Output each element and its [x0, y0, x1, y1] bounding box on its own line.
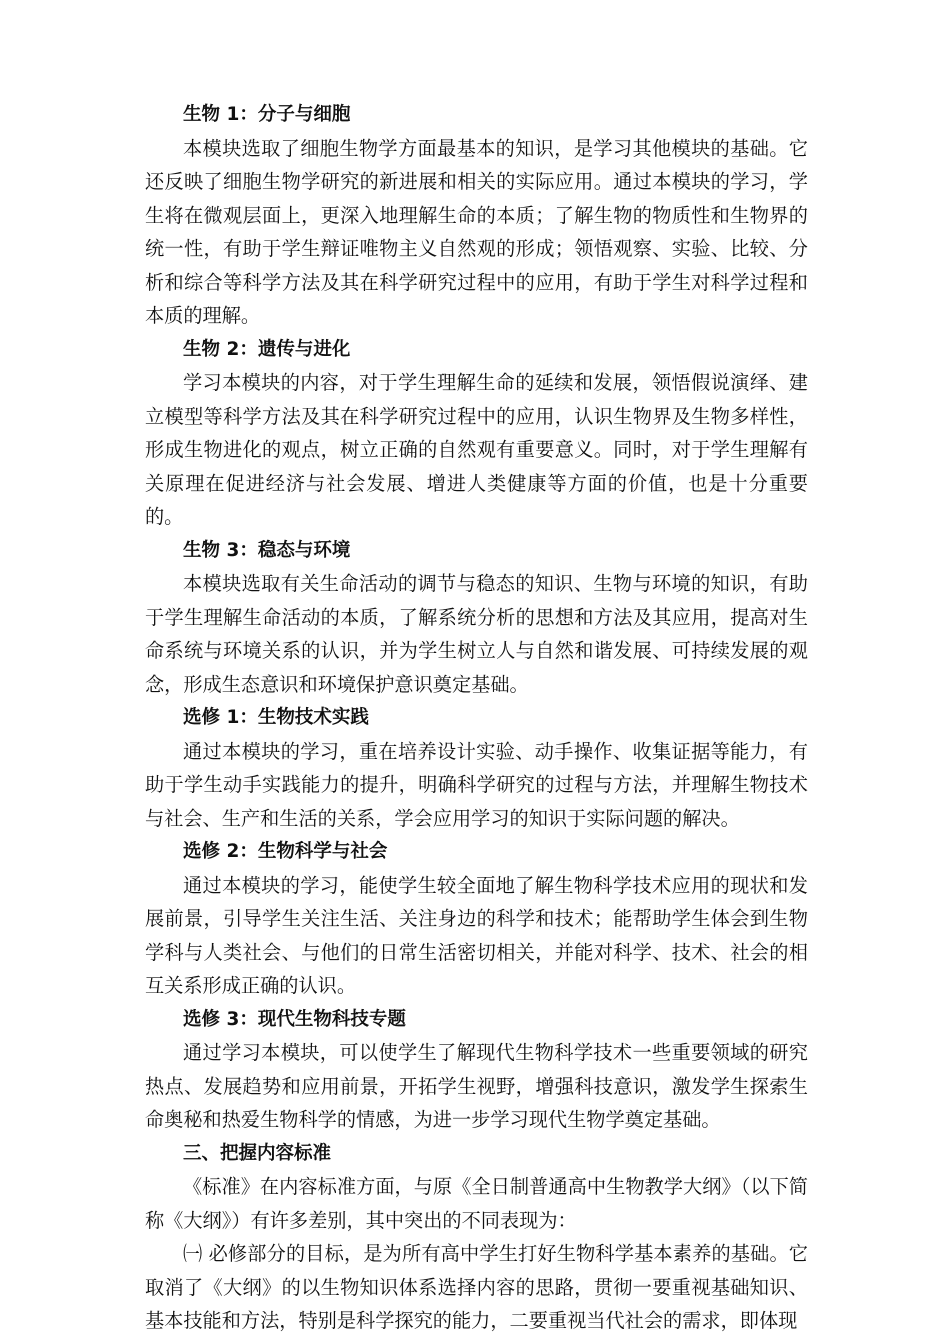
section-heading: 选修 2：生物科学与社会 — [183, 841, 388, 862]
section-heading: 生物 2：遗传与进化 — [183, 338, 351, 360]
section-content-standards — [145, 1137, 808, 1238]
section-elective-2 — [145, 835, 808, 1003]
section-paragraph: 通过学习本模块，可以使学生了解现代生物科学技术一些重要领域的研究热点、发展趋势和应用前景，开拓学生视野，增强科技意识，激发学生探索生命奥秘和热爱生物科学的情感，为进一步学习现代生物学奠定基础。 — [145, 1041, 808, 1131]
section-paragraph: 《标准》在内容标准方面，与原《全日制普通高中生物教学大纲》（以下简称《大纲》）有许多差别，其中突出的不同表现为： — [145, 1175, 808, 1232]
section-biology-1 — [145, 98, 808, 333]
section-heading: 三、把握内容标准 — [183, 1142, 332, 1164]
section-heading: 生物 1：分子与细胞 — [183, 104, 351, 125]
final-paragraph: ㈠ 必修部分的目标，是为所有高中学生打好生物科学基本素养的基础。它取消了《大纲》的以生物知识体系选择内容的思路，贯彻一要重视基础知识、基本技能和方法，特别是科学探究的能力，二要重视当代社会的需求，即体现 — [145, 1242, 808, 1332]
section-elective-1 — [145, 701, 808, 835]
section-heading: 生物 3：稳态与环境 — [183, 539, 351, 561]
document-page — [145, 98, 808, 1338]
section-paragraph: 通过本模块的学习，重在培养设计实验、动手操作、收集证据等能力，有助于学生动手实践能力的提升，明确科学研究的过程与方法，并理解生物技术与社会、生产和生活的关系，学会应用学习的知识于实际问题的解决。 — [145, 739, 808, 830]
section-paragraph: 本模块选取有关生命活动的调节与稳态的知识、生物与环境的知识，有助于学生理解生命活动的本质，了解系统分析的思想和方法及其应用，提高对生命系统与环境关系的认识，并为学生树立人与自然和谐发展、可持续发展的观念，形成生态意识和环境保护意识奠定基础。 — [145, 572, 808, 696]
section-biology-2 — [145, 333, 808, 534]
section-paragraph: 本模块选取了细胞生物学方面最基本的知识，是学习其他模块的基础。它还反映了细胞生物学研究的新进展和相关的实际应用。通过本模块的学习，学生将在微观层面上，更深入地理解生命的本质；了解生物的物质性和生物界的统一性，有助于学生辩证唯物主义自然观的形成；领悟观察、实验、比较、分析和综合等科学方法及其在科学研究过程中的应用，有助于学生对科学过程和本质的理解。 — [145, 136, 808, 327]
section-biology-3 — [145, 534, 808, 702]
section-paragraph: 通过本模块的学习，能使学生较全面地了解生物科学技术应用的现状和发展前景，引导学生关注生活、关注身边的科学和技术；能帮助学生体会到生物学科与人类社会、与他们的日常生活密切相关，并能对科学、技术、社会的相互关系形成正确的认识。 — [145, 873, 808, 997]
section-paragraph: 学习本模块的内容，对于学生理解生命的延续和发展，领悟假说演绎、建立模型等科学方法及其在科学研究过程中的应用，认识生物界及生物多样性，形成生物进化的观点，树立正确的自然观有重要意义。同时，对于学生理解有关原理在促进经济与社会发展、增进人类健康等方面的价值，也是十分重要的。 — [145, 371, 808, 528]
section-heading: 选修 3：现代生物科技专题 — [183, 1008, 406, 1030]
section-elective-3 — [145, 1003, 808, 1137]
section-heading: 选修 1：生物技术实践 — [183, 707, 369, 728]
